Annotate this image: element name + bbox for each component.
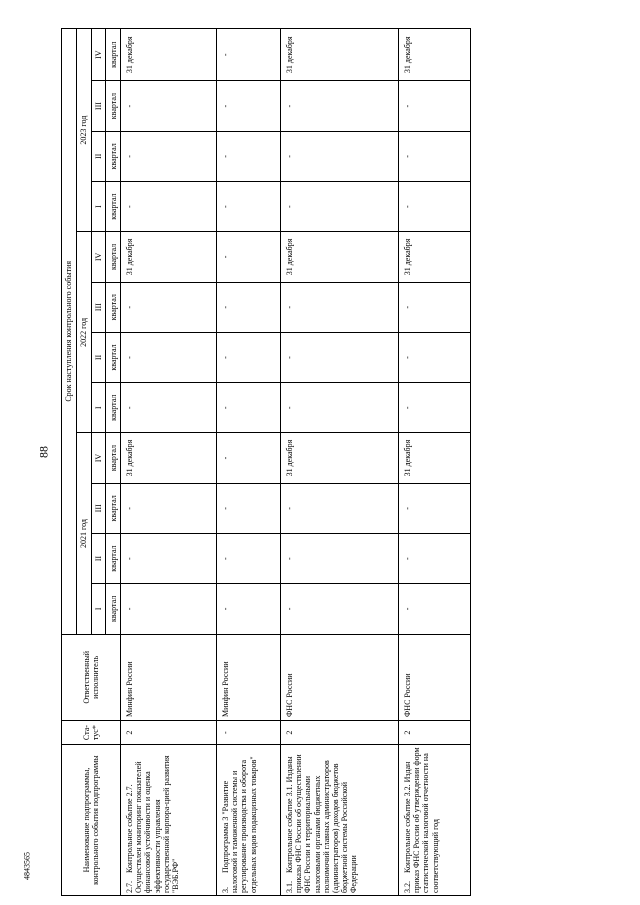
row-name-cell [281, 745, 399, 896]
row-executor: Минфин России [121, 634, 217, 720]
row-number: 3.1. [285, 881, 294, 893]
quarter-header: II [91, 332, 106, 382]
deadline-cell: - [281, 533, 399, 583]
quarter-header: I [91, 182, 106, 232]
deadline-cell: - [399, 533, 471, 583]
deadline-cell: - [281, 483, 399, 533]
deadline-cell: - [399, 483, 471, 533]
quarter-word: квартал [106, 131, 121, 181]
quarter-word: квартал [106, 383, 121, 433]
row-name-cell [217, 745, 281, 896]
row-name: Подпрограмма 3 "Развитие налоговой и таможенной системы и регулирование производства и оборота отдельных видов подакцизных товаров" [221, 756, 258, 893]
year-header: 2022 год [76, 232, 91, 433]
deadline-cell: - [399, 332, 471, 382]
deadline-cell: - [399, 131, 471, 181]
deadline-cell: - [121, 584, 217, 634]
quarter-header: II [91, 533, 106, 583]
status-column-header: Ста-тус* [62, 721, 121, 745]
row-name: Контрольное событие 3.2. Издан приказ ФНС России об утверждении форм статистической налоговой отчетности на соответствующий год [403, 747, 440, 893]
table-row [281, 29, 399, 896]
quarter-word: квартал [106, 182, 121, 232]
quarter-header: IV [91, 29, 106, 81]
quarter-header: II [91, 131, 106, 181]
deadline-cell: - [121, 131, 217, 181]
deadline-cell: - [121, 182, 217, 232]
row-number: 2.7. [125, 881, 134, 893]
deadline-cell: 31 декабря [281, 232, 399, 282]
table-header [62, 29, 121, 896]
deadline-cell: - [281, 332, 399, 382]
year-header: 2023 год [76, 29, 91, 232]
deadline-cell: - [399, 182, 471, 232]
deadline-cell: - [399, 81, 471, 131]
row-executor: ФНС России [399, 634, 471, 720]
deadline-cell: 31 декабря [281, 29, 399, 81]
deadline-cell: 31 декабря [121, 433, 217, 483]
deadline-cell: - [217, 584, 281, 634]
deadline-cell: - [121, 81, 217, 131]
row-status: 2 [121, 721, 217, 745]
name-column-header: Наименование подпрограммы, контрольного события подпрограммы [62, 745, 121, 896]
deadline-cell: - [217, 282, 281, 332]
deadline-cell: - [121, 483, 217, 533]
deadline-cell: - [121, 282, 217, 332]
row-executor: Минфин России [217, 634, 281, 720]
deadline-cell: - [399, 282, 471, 332]
row-name-cell [399, 745, 471, 896]
quarter-word: квартал [106, 81, 121, 131]
quarter-header: III [91, 81, 106, 131]
year-header: 2021 год [76, 433, 91, 634]
page-number: 88 [36, 446, 51, 458]
deadline-cell: - [281, 383, 399, 433]
deadline-column-header: Срок наступления контрольного события [62, 29, 77, 635]
row-name-cell [121, 745, 217, 896]
deadline-cell: 31 декабря [121, 232, 217, 282]
row-status: 2 [399, 721, 471, 745]
quarter-word: квартал [106, 332, 121, 382]
row-name: Контрольное событие 3.1. Изданы приказы ФНС России об осуществлении ФНС России и территориальными налоговыми органами бюджетных полномочий главных администраторов (администраторов) доходов бюджетов бюджетной системы Российской Федерации [285, 754, 359, 893]
quarter-word: квартал [106, 584, 121, 634]
deadline-cell: 31 декабря [399, 232, 471, 282]
table-row [121, 29, 217, 896]
row-status: 2 [281, 721, 399, 745]
quarter-header: IV [91, 433, 106, 483]
rotated-table-canvas [61, 28, 481, 896]
deadline-cell: - [399, 383, 471, 433]
quarter-word: квартал [106, 533, 121, 583]
quarter-word: квартал [106, 282, 121, 332]
deadline-cell: - [281, 584, 399, 634]
control-events-table [61, 28, 471, 896]
table-row [217, 29, 281, 896]
row-name: Контрольное событие 2.7. Осуществлен мониторинг показателей финансовой устойчивости и оценка эффективности управления государственной корпора-цией развития "ВЭБ.РФ" [125, 755, 180, 893]
document-id: 4843565 [22, 852, 32, 880]
deadline-cell: - [121, 533, 217, 583]
deadline-cell: - [217, 182, 281, 232]
deadline-cell: - [217, 383, 281, 433]
row-executor: ФНС России [281, 634, 399, 720]
deadline-cell: - [217, 232, 281, 282]
quarter-word: квартал [106, 29, 121, 81]
quarter-word: квартал [106, 232, 121, 282]
deadline-cell: - [217, 29, 281, 81]
row-status: - [217, 721, 281, 745]
quarter-header: I [91, 584, 106, 634]
quarter-header: III [91, 483, 106, 533]
deadline-cell: - [281, 282, 399, 332]
deadline-cell: 31 декабря [399, 29, 471, 81]
executor-column-header: Ответственный исполнитель [62, 634, 121, 720]
deadline-cell: 31 декабря [281, 433, 399, 483]
table-body [121, 29, 471, 896]
deadline-cell: 31 декабря [121, 29, 217, 81]
row-number: 3.2. [403, 881, 412, 893]
deadline-cell: - [121, 332, 217, 382]
row-number: 3. [221, 887, 230, 893]
deadline-cell: - [217, 433, 281, 483]
quarter-word: квартал [106, 433, 121, 483]
deadline-cell: - [217, 533, 281, 583]
deadline-cell: - [121, 383, 217, 433]
deadline-cell: - [281, 182, 399, 232]
deadline-cell: - [217, 81, 281, 131]
deadline-cell: - [217, 483, 281, 533]
quarter-word: квартал [106, 483, 121, 533]
deadline-cell: 31 декабря [399, 433, 471, 483]
quarter-header: III [91, 282, 106, 332]
table-row [399, 29, 471, 896]
quarter-header: IV [91, 232, 106, 282]
deadline-cell: - [281, 81, 399, 131]
deadline-cell: - [399, 584, 471, 634]
quarter-header: I [91, 383, 106, 433]
deadline-cell: - [217, 131, 281, 181]
deadline-cell: - [281, 131, 399, 181]
deadline-cell: - [217, 332, 281, 382]
